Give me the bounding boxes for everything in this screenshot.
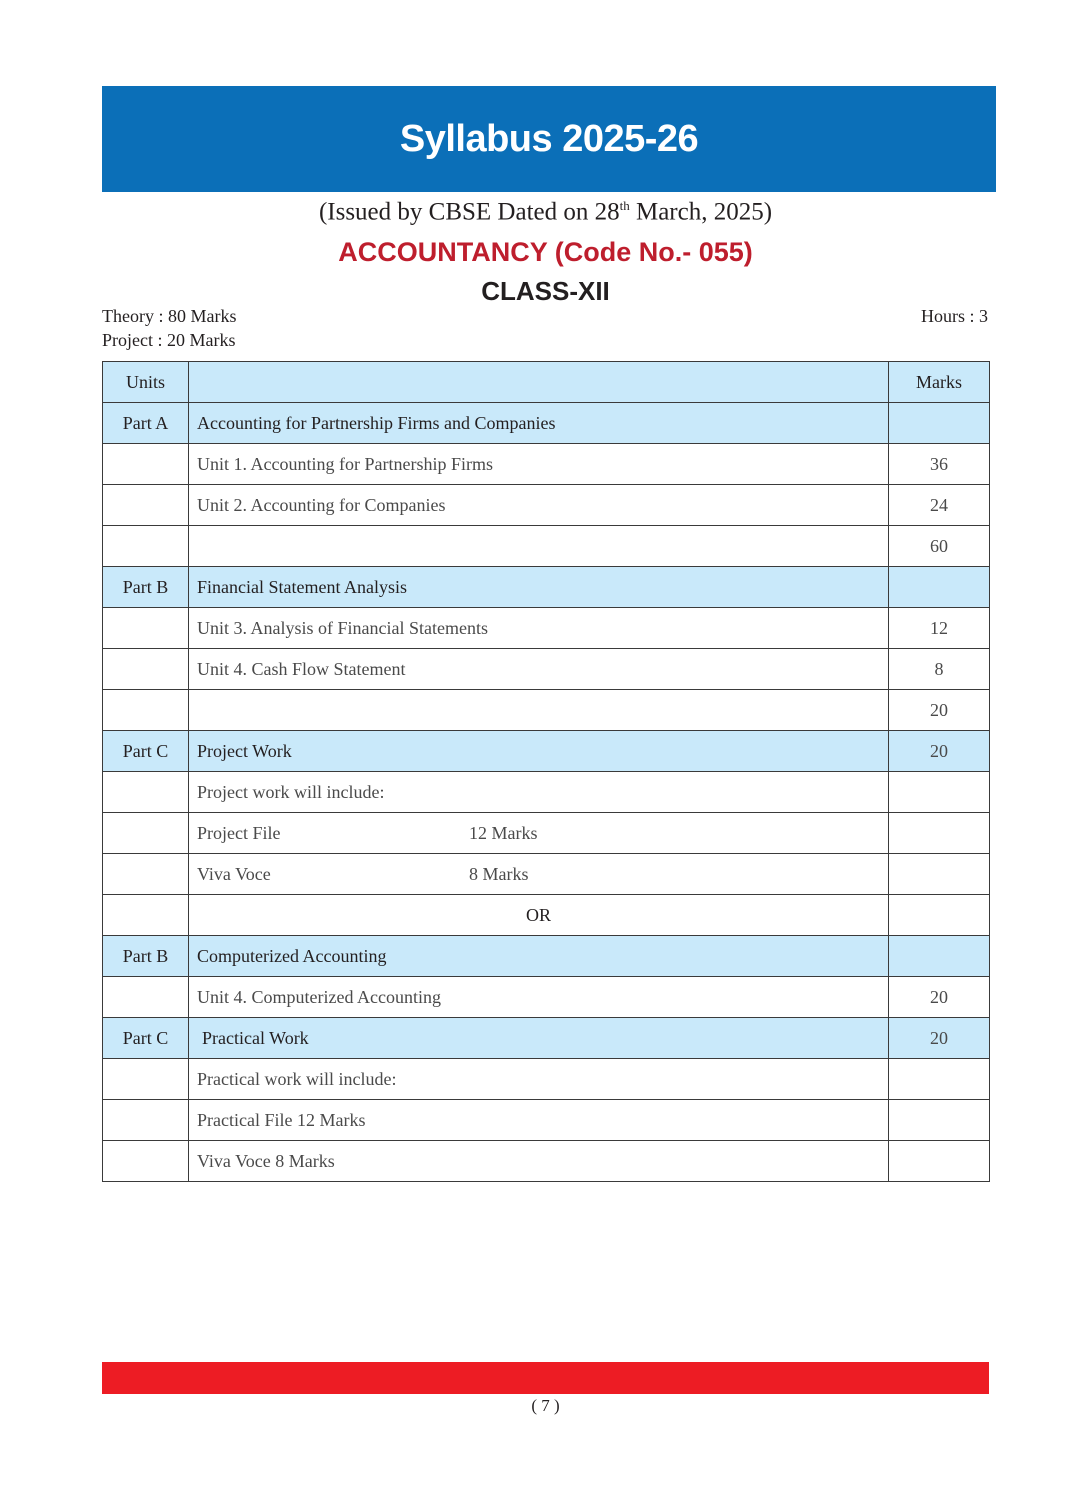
- row-desc: Practical work will include:: [189, 1059, 889, 1100]
- row-marks: [889, 854, 990, 895]
- row-desc-marks: 8 Marks: [469, 863, 529, 884]
- row-unit: [103, 977, 189, 1018]
- row-unit: [103, 608, 189, 649]
- row-desc: Project File: [197, 822, 281, 843]
- row-marks: [889, 1141, 990, 1182]
- table-header-row: [103, 362, 990, 403]
- row-marks: [889, 1059, 990, 1100]
- row-unit: Part C: [103, 731, 189, 772]
- table-row: [103, 731, 990, 772]
- project-marks: Project : 20 Marks: [102, 330, 236, 350]
- header-units: Units: [103, 362, 189, 403]
- row-marks: [889, 403, 990, 444]
- row-desc: Viva Voce 8 Marks: [189, 1141, 889, 1182]
- table-row: [103, 1100, 990, 1141]
- row-desc: Unit 1. Accounting for Partnership Firms: [189, 444, 889, 485]
- row-marks: [889, 772, 990, 813]
- table-row: [103, 567, 990, 608]
- page-number: ( 7 ): [531, 1396, 560, 1415]
- row-desc-split: [189, 813, 889, 854]
- row-desc: Unit 4. Cash Flow Statement: [189, 649, 889, 690]
- row-unit: [103, 1100, 189, 1141]
- table-row-or: [103, 895, 990, 936]
- row-marks: 12: [889, 608, 990, 649]
- header-marks: Marks: [889, 362, 990, 403]
- table-row: [103, 813, 990, 854]
- row-desc: Project Work: [189, 731, 889, 772]
- table-row: [103, 977, 990, 1018]
- row-unit: [103, 1059, 189, 1100]
- row-desc: Unit 3. Analysis of Financial Statements: [189, 608, 889, 649]
- table-row: [103, 485, 990, 526]
- row-desc: Unit 2. Accounting for Companies: [189, 485, 889, 526]
- table-row-subtotal: [103, 690, 990, 731]
- row-unit: [103, 526, 189, 567]
- row-unit: [103, 690, 189, 731]
- row-unit: Part B: [103, 567, 189, 608]
- row-marks: 20: [889, 977, 990, 1018]
- row-unit: Part B: [103, 936, 189, 977]
- class-label: CLASS-XII: [481, 276, 610, 306]
- row-desc: Practical File 12 Marks: [189, 1100, 889, 1141]
- hours: Hours : 3: [921, 306, 988, 326]
- table-row: [103, 1059, 990, 1100]
- issued-prefix: (Issued by CBSE Dated on 28: [318, 198, 620, 226]
- row-marks: 24: [889, 485, 990, 526]
- row-desc: [189, 526, 889, 567]
- or-separator: OR: [189, 895, 889, 936]
- row-desc: [189, 690, 889, 731]
- table-row-subtotal: [103, 526, 990, 567]
- row-marks: 60: [889, 526, 990, 567]
- row-marks: 8: [889, 649, 990, 690]
- row-desc: Unit 4. Computerized Accounting: [189, 977, 889, 1018]
- row-marks: [889, 567, 990, 608]
- table-row: [103, 1141, 990, 1182]
- row-desc: Accounting for Partnership Firms and Companies: [189, 403, 889, 444]
- syllabus-table: [102, 361, 990, 1182]
- header-desc: [189, 362, 889, 403]
- title-banner: [102, 86, 996, 192]
- row-marks: 36: [889, 444, 990, 485]
- row-marks: 20: [889, 1018, 990, 1059]
- row-unit: [103, 895, 189, 936]
- row-unit: [103, 772, 189, 813]
- table-row: [103, 936, 990, 977]
- table-row: [103, 403, 990, 444]
- row-unit: [103, 649, 189, 690]
- table-row: [103, 649, 990, 690]
- row-desc: Viva Voce: [197, 863, 271, 884]
- row-marks: 20: [889, 731, 990, 772]
- table-row: [103, 854, 990, 895]
- row-desc: Financial Statement Analysis: [189, 567, 889, 608]
- table-row: [103, 444, 990, 485]
- row-desc: Practical Work: [189, 1018, 889, 1059]
- row-unit: Part C: [103, 1018, 189, 1059]
- issued-note: [0, 198, 1091, 226]
- row-desc-split: [189, 854, 889, 895]
- row-marks: [889, 895, 990, 936]
- row-desc: Computerized Accounting: [189, 936, 889, 977]
- row-marks: [889, 936, 990, 977]
- row-unit: [103, 485, 189, 526]
- table-row: [103, 1018, 990, 1059]
- row-unit: [103, 1141, 189, 1182]
- row-unit: Part A: [103, 403, 189, 444]
- page-title: Syllabus 2025-26: [399, 117, 699, 160]
- row-marks: [889, 1100, 990, 1141]
- subject-title: ACCOUNTANCY (Code No.- 055): [338, 237, 753, 267]
- theory-marks: Theory : 80 Marks: [102, 306, 237, 326]
- issued-suffix: March, 2025): [629, 198, 773, 226]
- footer-bar: [102, 1362, 989, 1394]
- row-unit: [103, 444, 189, 485]
- table-row: [103, 772, 990, 813]
- table-row: [103, 608, 990, 649]
- row-unit: [103, 813, 189, 854]
- row-marks: [889, 813, 990, 854]
- issued-sup: th: [619, 198, 630, 213]
- row-desc-marks: 12 Marks: [469, 822, 538, 843]
- row-desc: Project work will include:: [189, 772, 889, 813]
- row-unit: [103, 854, 189, 895]
- row-marks: 20: [889, 690, 990, 731]
